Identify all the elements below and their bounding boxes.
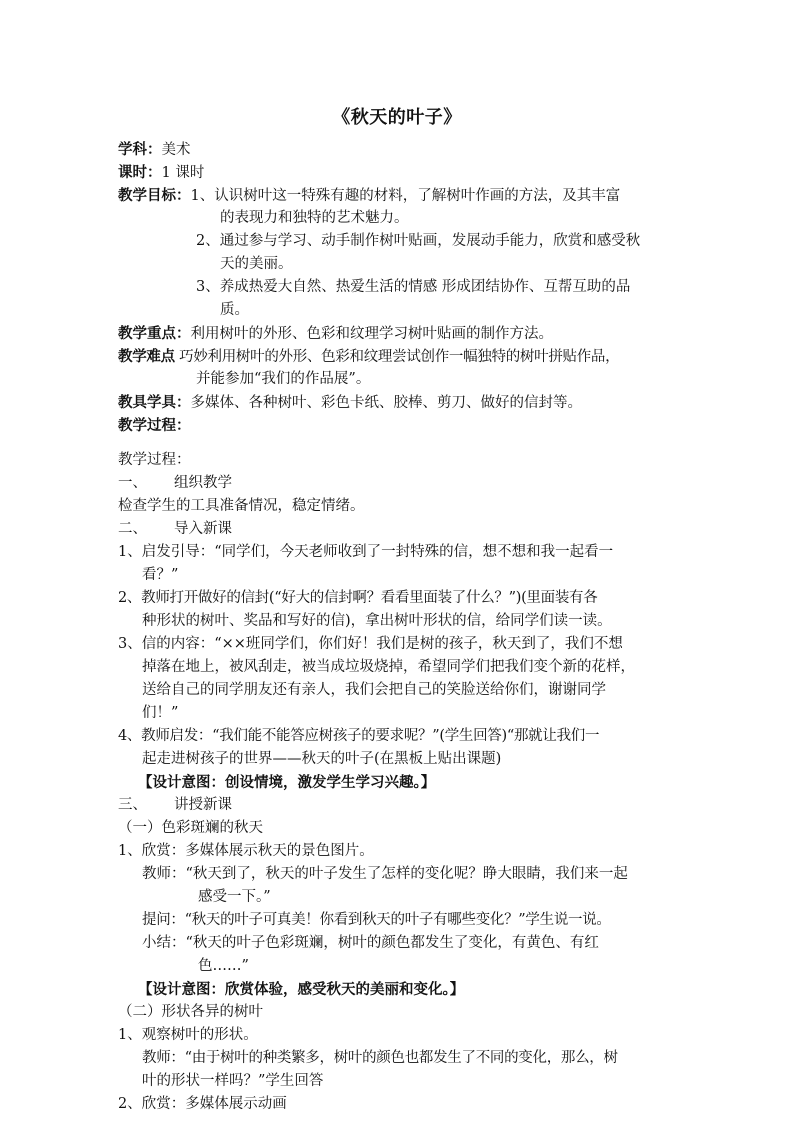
part-2-teacher-line1: 教师：“由于树叶的种类繁多，树叶的颜色也都发生了不同的变化，那么，树 [142, 1050, 618, 1066]
difficulty-row-2: 并能参加“我们的作品展”。 [196, 371, 371, 387]
subject-row [118, 138, 678, 161]
s2-item-2-line1: 2、教师打开做好的信封(“好大的信封啊？看看里面装了什么？”)(里面装有各 [118, 590, 598, 606]
section-1-text: 检查学生的工具准备情况，稳定情绪。 [118, 498, 365, 514]
objective-1-line2: 的表现力和独特的艺术魅力。 [220, 210, 409, 226]
process-label: 教学过程： [118, 417, 191, 434]
objective-2-line1: 2、通过参与学习、动手制作树叶贴画，发展动手能力，欣赏和感受秋 [196, 233, 641, 249]
tools-text: 多媒体、各种树叶、彩色卡纸、胶棒、剪刀、做好的信封等。 [190, 395, 582, 411]
section-2-title: 导入新课 [174, 521, 232, 537]
subject-label: 学科： [118, 141, 162, 158]
part-1-summary-line1: 小结：“秋天的叶子色彩斑斓，树叶的颜色都发生了变化，有黄色、有红 [142, 935, 599, 951]
process-heading: 教学过程： [118, 452, 191, 468]
difficulty-text: 巧妙利用树叶的外形、色彩和纹理尝试创作一幅独特的树叶拼贴作品， [174, 349, 620, 365]
objective-3-line2: 质。 [220, 302, 249, 318]
objective-1-text: 1、认识树叶这一特殊有趣的材料，了解树叶作画的方法，及其丰富 [190, 188, 621, 204]
section-1-number: 一、 [118, 475, 147, 491]
document-title: 《秋天的叶子》 [332, 107, 462, 128]
period-label: 课时： [118, 164, 162, 181]
objectives-label: 教学目标： [118, 187, 191, 204]
s2-item-3-line2: 掉落在地上，被风刮走，被当成垃圾烧掉，希望同学们把我们变个新的花样， [142, 659, 635, 675]
tools-label: 教具学具： [118, 394, 191, 411]
s2-item-4-line2: 起走进树孩子的世界——秋天的叶子(在黑板上贴出课题) [142, 751, 502, 767]
tools-row [118, 391, 678, 414]
part-1-item: 1、欣赏：多媒体展示秋天的景色图片。 [118, 843, 374, 859]
section-1-heading [118, 472, 678, 495]
s2-item-3-line1: 3、信的内容：“××班同学们，你们好！我们是树的孩子，秋天到了，我们不想 [118, 636, 623, 652]
lesson-plan-body [118, 138, 678, 1116]
key-point-row [118, 322, 678, 345]
difficulty-row [118, 345, 678, 368]
objective-3-line1: 3、养成热爱大自然、热爱生活的情感 形成团结协作、互帮互助的品 [196, 279, 631, 295]
part-1-summary-line2: 色……” [198, 958, 249, 974]
s2-design-intent: 【设计意图：创设情境，激发学生学习兴趣。】 [138, 774, 436, 791]
part-2-title: （二）形状各异的树叶 [118, 1004, 263, 1020]
s2-item-4-line1: 4、教师启发：“我们能不能答应树孩子的要求呢？”(学生回答)“那就让我们一 [118, 728, 600, 744]
objective-1-line1 [118, 184, 678, 207]
section-2-heading [118, 518, 678, 541]
part-2-teacher-line2: 叶的形状一样吗？”学生回答 [142, 1073, 324, 1089]
part-2-item-1: 1、观察树叶的形状。 [118, 1027, 258, 1043]
section-1-title: 组织教学 [174, 475, 232, 491]
part-1-title: （一）色彩斑斓的秋天 [118, 820, 263, 836]
part-1-design-intent: 【设计意图：欣赏体验，感受秋天的美丽和变化。】 [138, 981, 465, 998]
section-3-heading [118, 794, 678, 817]
key-point-label: 教学重点： [118, 325, 191, 342]
period-row [118, 161, 678, 184]
section-3-title: 讲授新课 [174, 797, 232, 813]
period-value: 1 课时 [161, 165, 205, 181]
difficulty-label: 教学难点 [118, 348, 175, 365]
section-2-number: 二、 [118, 521, 147, 537]
objective-2-line2: 天的美丽。 [220, 256, 293, 272]
s2-item-1-line2: 看？” [142, 567, 179, 583]
s2-item-2-line2: 种形状的树叶、奖品和写好的信)，拿出树叶形状的信，给同学们读一读。 [142, 613, 612, 629]
key-point-text: 利用树叶的外形、色彩和纹理学习树叶贴画的制作方法。 [190, 326, 553, 342]
part-2-item-2: 2、欣赏：多媒体展示动画 [118, 1096, 287, 1112]
section-3-number: 三、 [118, 797, 147, 813]
s2-item-3-line4: 们！” [142, 705, 179, 721]
s2-item-1-line1: 1、启发引导：“同学们，今天老师收到了一封特殊的信，想不想和我一起看一 [118, 544, 614, 560]
s2-item-3-line3: 送给自己的同学朋友还有亲人，我们会把自己的笑脸送给你们，谢谢同学 [142, 682, 606, 698]
part-1-question: 提问：“秋天的叶子可真美！你看到秋天的叶子有哪些变化？”学生说一说。 [142, 912, 611, 928]
part-1-teacher-line1: 教师：“秋天到了，秋天的叶子发生了怎样的变化呢？睁大眼睛，我们来一起 [142, 866, 628, 882]
subject-value: 美术 [161, 142, 191, 158]
part-1-teacher-line2: 感受一下。” [198, 889, 271, 905]
